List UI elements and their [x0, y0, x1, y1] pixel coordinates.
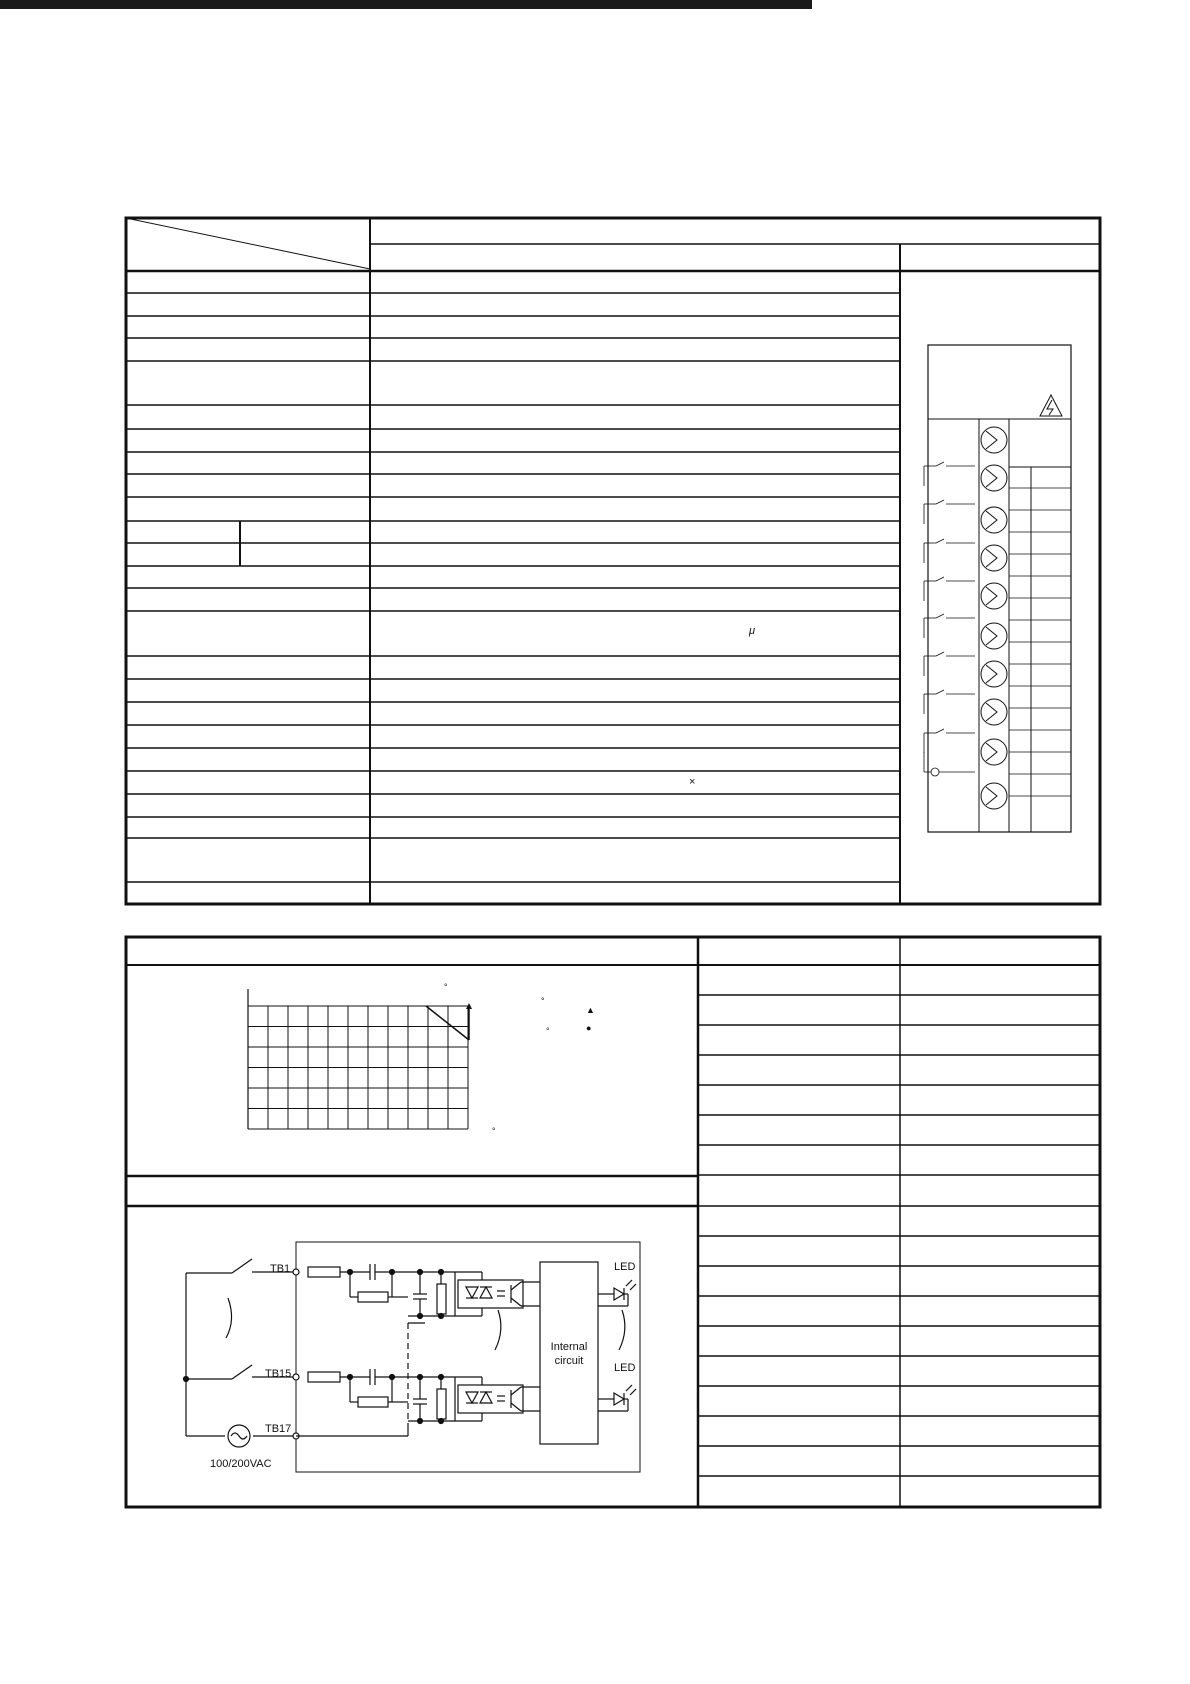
terminal-tb15: TB15	[265, 1368, 292, 1380]
supply-voltage-label: 100/200VAC	[210, 1458, 272, 1470]
input-channel-tb1	[308, 1264, 636, 1319]
photocoupler-icon	[458, 1385, 540, 1413]
led-label-1: LED	[614, 1261, 636, 1273]
degree-mark-4: °	[492, 1126, 496, 1136]
derating-chart	[248, 989, 472, 1129]
terminal-tb17: TB17	[265, 1423, 292, 1435]
internal-circuit-label-line2: circuit	[554, 1355, 584, 1367]
led-icon	[598, 1280, 636, 1306]
warning-icon	[1040, 395, 1062, 416]
spec-table	[126, 218, 1100, 904]
degree-mark-2: °	[541, 996, 545, 1006]
input-channel-tb15	[308, 1369, 636, 1424]
legend-triangle: ▲	[586, 1005, 595, 1015]
ac-source-icon	[228, 1425, 250, 1447]
legend-dot: ●	[586, 1023, 592, 1033]
bottom-table	[126, 937, 1100, 1507]
switch-tb1	[232, 1259, 252, 1273]
mu-symbol: μ	[749, 625, 756, 637]
terminal-block-diagram	[924, 345, 1071, 832]
photocoupler-icon	[458, 1280, 540, 1308]
led-icon	[598, 1385, 636, 1411]
led-label-2: LED	[614, 1362, 636, 1374]
terminal-tb1: TB1	[270, 1263, 291, 1275]
times-symbol: ×	[689, 776, 696, 788]
degree-mark-3: °	[546, 1026, 550, 1036]
switch-tb15	[232, 1365, 252, 1379]
internal-circuit-label-line1: Internal	[550, 1341, 588, 1353]
degree-mark-1: °	[444, 982, 448, 992]
